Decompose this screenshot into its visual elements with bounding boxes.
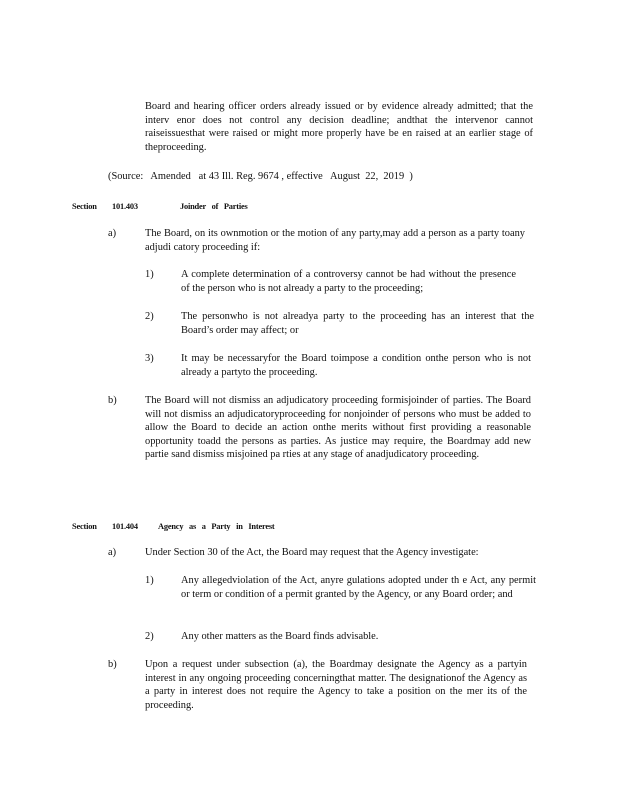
item-1-text: Any allegedviolation of the Act, anyre gulations adopted under th e Act, any permit or term or condition of a permit granted by the Agency, or any Board order; and	[181, 575, 536, 600]
section-heading-101-403	[72, 200, 372, 214]
subsection-a-label: a)	[108, 547, 117, 558]
source-note: (Source: Amended at 43 Ill. Reg. 9674 , effective August 22, 2019 )	[108, 171, 413, 182]
subsection-b-label: b)	[108, 395, 117, 406]
section-title: Joinder of Parties	[180, 202, 248, 211]
subsection-a-text: The Board, on its ownmotion or the motion of any party,may add a person as a party toany adjudi catory proceeding if:	[145, 228, 525, 253]
section-title: Agency as a Party in Interest	[158, 522, 275, 531]
section-label: Section	[72, 202, 97, 211]
subsection-a-text: Under Section 30 of the Act, the Board may request that the Agency investigate:	[145, 547, 479, 558]
item-3-label: 3)	[145, 353, 154, 364]
continuation-paragraph: Board and hearing officer orders already issued or by evidence already admitted; that the interv enor does not control any decision deadline; andthat the intervenor cannot raiseissuesthat were raised or might more properly have be en raised at an earlier stage of theproceeding.	[145, 101, 533, 153]
subsection-b-label: b)	[108, 659, 117, 670]
item-2-text: The personwho is not alreadya party to the proceeding has an interest that the Board’s order may affect; or	[181, 311, 534, 336]
item-2-label: 2)	[145, 311, 154, 322]
item-2-label: 2)	[145, 631, 154, 642]
section-label: Section	[72, 522, 97, 531]
item-2-text: Any other matters as the Board finds advisable.	[181, 631, 379, 642]
section-number: 101.404	[112, 522, 138, 531]
subsection-b-text: Upon a request under subsection (a), the Boardmay designate the Agency as a partyin interest in any ongoing proceeding concerningthat matter. The designationof the Agency as a party in interest does not require the Agency to take a position on the mer its of the proceeding.	[145, 659, 527, 711]
item-1-label: 1)	[145, 575, 154, 586]
item-1-label: 1)	[145, 269, 154, 280]
item-3-text: It may be necessaryfor the Board toimpose a condition onthe person who is not already a partyto the proceeding.	[181, 353, 531, 378]
subsection-a-label: a)	[108, 228, 117, 239]
section-heading-101-404	[72, 520, 372, 534]
subsection-b-text: The Board will not dismiss an adjudicatory proceeding formisjoinder of parties. The Board will not dismiss an adjudicatoryproceeding for nonjoinder of persons who must be added to allow the Board to decide an action onthe merits without first providing a reasonable opportunity toadd the persons as parties. As justice may require, the Boardmay add new partie sand dismiss misjoined pa rties at any stage of anadjudicatory proceeding.	[145, 395, 531, 461]
item-1-text: A complete determination of a controversy cannot be had without the presence of the person who is not already a party to the proceeding;	[181, 269, 516, 294]
section-number: 101.403	[112, 202, 138, 211]
